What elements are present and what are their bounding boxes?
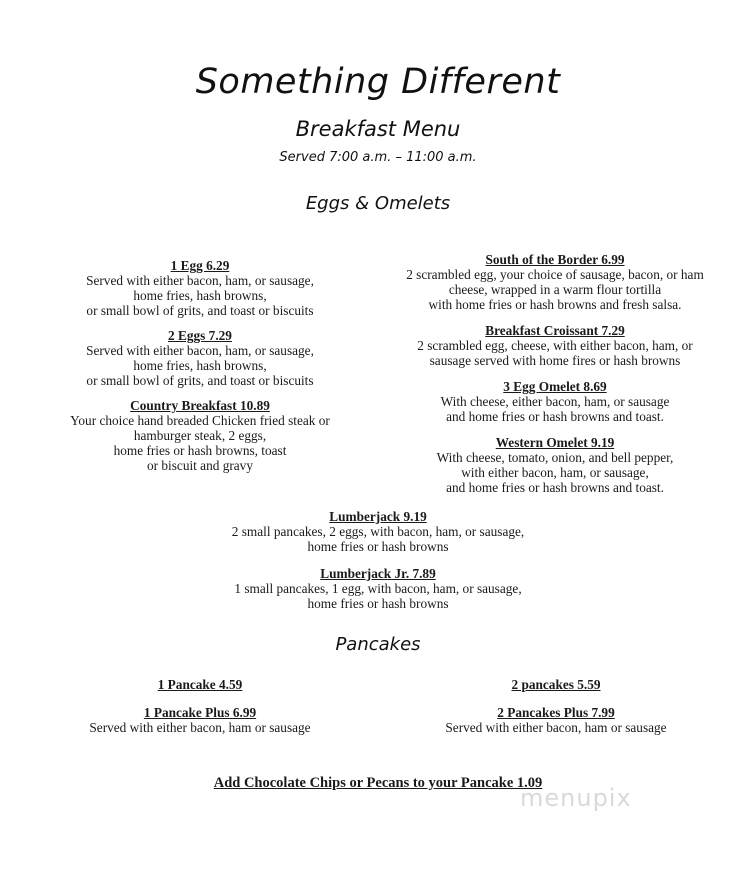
item-name: Lumberjack Jr. 7.89 xyxy=(320,566,436,581)
item-name: South of the Border 6.99 xyxy=(485,252,625,267)
item-desc: Served with either bacon, ham or sausage xyxy=(89,720,311,735)
served-hours: Served 7:00 a.m. – 11:00 a.m. xyxy=(279,150,477,165)
item-desc: Your choice hand breaded Chicken fried steak or hamburger steak, 2 eggs, home fries or hash browns, toast or biscuit and gravy xyxy=(70,413,330,473)
item-desc: Served with either bacon, ham, or sausage, home fries, hash browns, or small bowl of grits, and toast or biscuits xyxy=(86,273,314,318)
item-name: Lumberjack 9.19 xyxy=(329,509,427,524)
item-desc: 2 scrambled egg, your choice of sausage, bacon, or ham cheese, wrapped in a warm flour tortilla with home fries or hash browns and fresh salsa. xyxy=(406,267,704,312)
menu-item xyxy=(50,398,350,473)
menu-item xyxy=(436,677,676,692)
menu-item xyxy=(400,323,710,368)
item-desc: Served with either bacon, ham, or sausage, home fries, hash browns, or small bowl of grits, and toast or biscuits xyxy=(86,343,314,388)
item-desc: 2 scrambled egg, cheese, with either bacon, ham, or sausage served with home fires or hash browns xyxy=(417,338,693,368)
menu-item xyxy=(416,705,696,735)
menu-item xyxy=(80,677,320,692)
menu-item xyxy=(178,566,578,611)
item-name: 2 Pancakes Plus 7.99 xyxy=(497,705,615,720)
menu-item xyxy=(178,509,578,554)
section-heading-pancakes: Pancakes xyxy=(335,634,421,655)
item-name: Country Breakfast 10.89 xyxy=(130,398,270,413)
section-heading-eggs: Eggs & Omelets xyxy=(305,193,451,214)
menu-item xyxy=(60,705,340,735)
item-desc: With cheese, either bacon, ham, or sausage and home fries or hash browns and toast. xyxy=(440,394,670,424)
item-name: 3 Egg Omelet 8.69 xyxy=(503,379,607,394)
item-desc: With cheese, tomato, onion, and bell pepper, with either bacon, ham, or sausage, and home fries or hash browns and toast. xyxy=(436,450,674,495)
menu-subtitle: Breakfast Menu xyxy=(295,117,461,141)
item-name: 1 Pancake Plus 6.99 xyxy=(143,705,257,720)
menu-title: Something Different xyxy=(195,62,561,102)
item-desc: 1 small pancakes, 1 egg, with bacon, ham, or sausage, home fries or hash browns xyxy=(234,581,522,611)
item-name: 1 Egg 6.29 xyxy=(170,258,230,273)
menu-item xyxy=(60,328,340,388)
item-name: 1 Pancake 4.59 xyxy=(157,677,243,692)
menu-item xyxy=(60,258,340,318)
menu-item xyxy=(410,379,700,424)
item-name: Western Omelet 9.19 xyxy=(495,435,615,450)
menu-item xyxy=(392,252,718,312)
item-desc: Served with either bacon, ham or sausage xyxy=(445,720,667,735)
pancake-addon-note: Add Chocolate Chips or Pecans to your Pancake 1.09 xyxy=(213,775,543,791)
item-name: 2 Eggs 7.29 xyxy=(168,328,232,343)
watermark: menupix xyxy=(520,784,632,812)
menu-item xyxy=(410,435,700,495)
item-name: 2 pancakes 5.59 xyxy=(511,677,601,692)
item-name: Breakfast Croissant 7.29 xyxy=(485,323,625,338)
item-desc: 2 small pancakes, 2 eggs, with bacon, ham, or sausage, home fries or hash browns xyxy=(231,524,525,554)
